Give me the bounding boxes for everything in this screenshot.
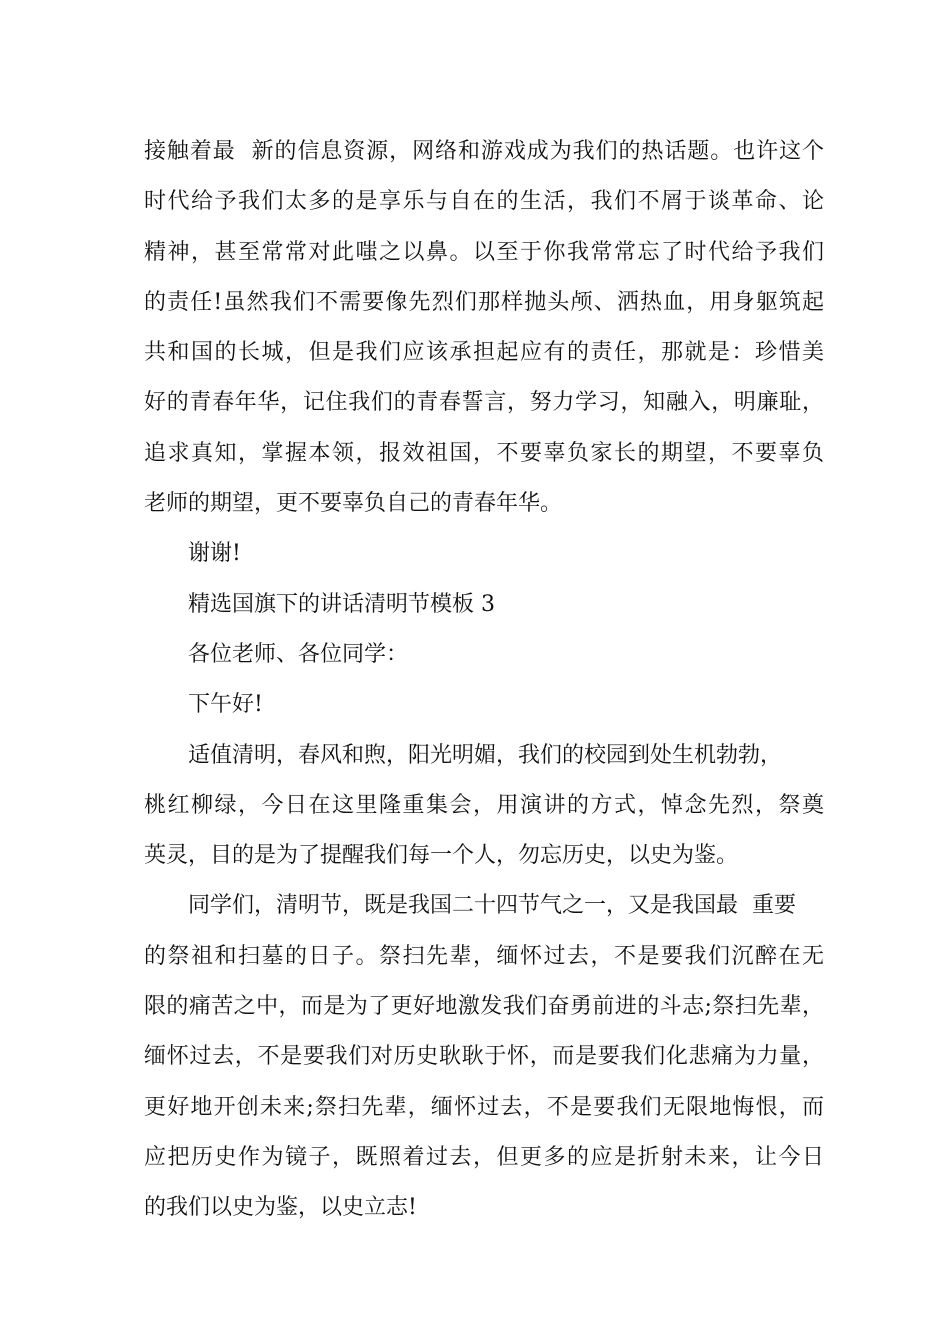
salutation: 各位老师、各位同学： — [188, 641, 409, 667]
text-line: 精神，甚至常常对此嗤之以鼻。以至于你我常常忘了时代给予我们 — [144, 239, 824, 265]
text-line: 更好地开创未来;祭扫先辈，缅怀过去，不是要我们无限地悔恨，而 — [144, 1094, 824, 1120]
section-title: 精选国旗下的讲话清明节模板 3 — [188, 591, 495, 617]
text-line: 桃红柳绿，今日在这里隆重集会，用演讲的方式，悼念先烈，祭奠 — [144, 792, 824, 818]
text-line: 缅怀过去，不是要我们对历史耿耿于怀，而是要我们化悲痛为力量， — [144, 1044, 824, 1070]
text-line: 时代给予我们太多的是享乐与自在的生活，我们不屑于谈革命、论 — [144, 189, 824, 215]
greeting: 下午好! — [188, 692, 263, 718]
text-line: 应把历史作为镜子，既照着过去，但更多的应是折射未来，让今日 — [144, 1144, 824, 1170]
text-line: 的祭祖和扫墓的日子。祭扫先辈，缅怀过去，不是要我们沉醉在无 — [144, 943, 824, 969]
text-line: 英灵，目的是为了提醒我们每一个人，勿忘历史，以史为鉴。 — [144, 843, 739, 869]
text-line: 接触着最 新的信息资源，网络和游戏成为我们的热话题。也许这个 — [144, 139, 824, 164]
text-line: 好的青春年华，记住我们的青春誓言，努力学习，知融入，明廉耻， — [144, 390, 824, 416]
text-line: 的责任!虽然我们不需要像先烈们那样抛头颅、洒热血，用身躯筑起 — [144, 289, 824, 315]
text-line: 同学们，清明节，既是我国二十四节气之一，又是我国最 重要 — [188, 893, 796, 919]
text-line: 追求真知，掌握本领，报效祖国，不要辜负家长的期望，不要辜负 — [144, 440, 824, 466]
text-line: 共和国的长城，但是我们应该承担起应有的责任，那就是：珍惜美 — [144, 340, 824, 366]
body-text — [144, 127, 824, 1234]
text-line: 限的痛苦之中，而是为了更好地激发我们奋勇前进的斗志;祭扫先辈， — [144, 994, 824, 1020]
text-line: 适值清明，春风和煦，阳光明媚，我们的校园到处生机勃勃， — [188, 742, 783, 768]
text-line: 老师的期望，更不要辜负自己的青春年华。 — [144, 491, 563, 517]
closing-thanks: 谢谢! — [188, 541, 241, 567]
text-line: 的我们以史为鉴，以史立志! — [144, 1195, 417, 1221]
